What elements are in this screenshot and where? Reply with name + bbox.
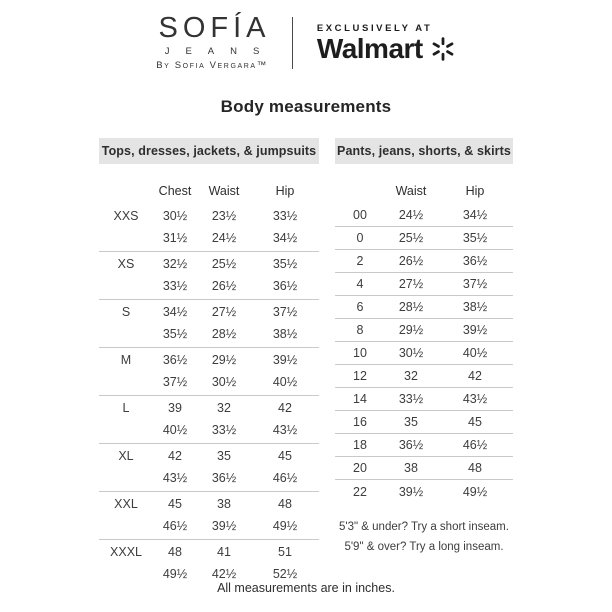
tops-rows (99, 204, 319, 587)
table-row (99, 493, 319, 515)
measurement-value: 33½ (162, 279, 188, 293)
measurement-value: 40½ (462, 346, 488, 360)
bottoms-column-headers (335, 180, 513, 204)
measurement-value: 29½ (211, 353, 237, 367)
bottoms-rows (335, 204, 513, 503)
brand-byline: By Sofia Vergara™ (156, 60, 268, 71)
measurement-value: 43½ (462, 392, 488, 406)
measurement-value: 34½ (462, 208, 488, 222)
column-header-spacer (335, 184, 385, 198)
table-row (335, 365, 513, 388)
measurement-value: 39½ (211, 519, 237, 533)
measurement-value: 37½ (272, 305, 298, 319)
measurement-value: 35½ (272, 257, 298, 271)
size-label: 12 (353, 369, 367, 383)
footer-note: All measurements are in inches. (217, 581, 395, 595)
walmart-tagline: EXCLUSIVELY AT (316, 22, 433, 34)
measurement-value: 39½ (398, 484, 424, 499)
measurement-value: 32 (404, 369, 418, 383)
brand-header (0, 0, 612, 71)
measurement-value: 49½ (462, 484, 488, 499)
table-row (335, 296, 513, 319)
column-header: Chest (158, 184, 192, 198)
table-row (335, 319, 513, 342)
measurement-value: 42 (468, 369, 482, 383)
size-group-xxl (99, 492, 319, 540)
measurement-value: 26½ (211, 279, 237, 293)
table-row (99, 467, 319, 489)
measurement-value: 38 (404, 461, 418, 475)
size-group-s (99, 300, 319, 348)
measurement-value: 27½ (211, 305, 237, 319)
table-row (335, 434, 513, 457)
table-row (99, 275, 319, 297)
inseam-note-short: 5'3" & under? Try a short inseam. (339, 521, 509, 533)
measurement-value: 36½ (462, 254, 488, 268)
measurement-value: 39½ (462, 323, 488, 337)
table-row (99, 515, 319, 537)
size-group-xxs (99, 204, 319, 252)
measurement-value: 41 (217, 545, 231, 559)
measurement-value: 39½ (272, 353, 298, 367)
measurement-value: 48 (468, 461, 482, 475)
measurement-value: 29½ (398, 323, 424, 337)
measurement-value: 45 (278, 449, 292, 463)
table-row (335, 250, 513, 273)
measurement-value: 24½ (211, 231, 237, 245)
tops-column-headers (99, 180, 319, 204)
size-label: 20 (353, 461, 367, 475)
sofia-jeans-logo (156, 12, 276, 71)
measurement-value: 46½ (462, 438, 488, 452)
table-row (99, 301, 319, 323)
measurement-value: 36½ (162, 353, 188, 367)
measurement-value: 36½ (272, 279, 298, 293)
measurement-value: 45 (168, 497, 182, 511)
measurement-value: 37½ (162, 375, 188, 389)
size-group-l (99, 396, 319, 444)
column-header: Hip (465, 184, 485, 198)
table-row (335, 342, 513, 365)
size-label: L (122, 401, 130, 415)
measurement-value: 33½ (398, 392, 424, 406)
table-row (335, 273, 513, 296)
tops-table-header: Tops, dresses, jackets, & jumpsuits (99, 138, 319, 164)
measurement-value: 35 (404, 415, 418, 429)
table-row (335, 204, 513, 227)
table-row (99, 323, 319, 345)
size-label: 16 (353, 415, 367, 429)
table-row (335, 457, 513, 480)
column-header: Waist (395, 184, 427, 198)
table-row (335, 411, 513, 434)
measurement-value: 43½ (272, 423, 298, 437)
measurement-value: 30½ (398, 346, 424, 360)
table-row (335, 388, 513, 411)
measurement-value: 38½ (462, 300, 488, 314)
measurement-value: 34½ (162, 305, 188, 319)
table-row (99, 227, 319, 249)
table-row (99, 541, 319, 563)
measurement-value: 49½ (272, 519, 298, 533)
measurement-value: 24½ (398, 208, 424, 222)
table-row (99, 397, 319, 419)
table-row (99, 349, 319, 371)
table-row (99, 371, 319, 393)
measurement-value: 36½ (211, 471, 237, 485)
measurement-value: 48 (278, 497, 292, 511)
size-label: 0 (356, 231, 364, 245)
size-label: M (120, 353, 132, 367)
measurement-value: 48 (168, 545, 182, 559)
measurement-value: 42 (168, 449, 182, 463)
size-label: S (121, 305, 131, 319)
measurement-value: 46½ (162, 519, 188, 533)
size-group-xs (99, 252, 319, 300)
size-label: XXS (113, 209, 139, 223)
measurement-value: 42 (278, 401, 292, 415)
measurement-value: 51 (278, 545, 292, 559)
size-label: XXXL (110, 545, 142, 559)
measurement-value: 28½ (211, 327, 237, 341)
size-group-m (99, 348, 319, 396)
table-row (99, 445, 319, 467)
measurement-value: 42½ (211, 567, 237, 581)
measurement-value: 43½ (162, 471, 188, 485)
measurement-value: 40½ (272, 375, 298, 389)
measurement-value: 33½ (211, 423, 237, 437)
measurement-value: 37½ (462, 277, 488, 291)
size-label: 6 (356, 300, 364, 314)
tops-table (99, 138, 319, 587)
size-label: 4 (356, 277, 364, 291)
size-group-xl (99, 444, 319, 492)
bottoms-table-header: Pants, jeans, shorts, & skirts (335, 138, 513, 164)
inseam-note-long: 5'9" & over? Try a long inseam. (344, 541, 504, 554)
column-header-spacer (99, 184, 153, 198)
measurement-value: 36½ (398, 438, 424, 452)
walmart-logo-block (317, 23, 456, 63)
measurement-value: 32 (217, 401, 231, 415)
inseam-notes (335, 517, 513, 557)
size-group-xxxl (99, 540, 319, 587)
brand-name: SOFÍA (158, 12, 271, 44)
measurement-value: 35½ (462, 231, 488, 245)
table-row (99, 419, 319, 441)
size-label: 8 (356, 323, 364, 337)
size-label: XXL (114, 497, 138, 511)
measurement-value: 28½ (398, 300, 424, 314)
measurement-value: 26½ (398, 254, 424, 268)
header-divider (292, 17, 293, 69)
measurement-value: 34½ (272, 231, 298, 245)
size-label: 14 (353, 392, 367, 406)
bottoms-table (335, 138, 513, 557)
size-label: 00 (353, 208, 367, 222)
measurement-value: 52½ (272, 567, 298, 581)
measurement-value: 25½ (211, 257, 237, 271)
measurement-value: 31½ (162, 231, 188, 245)
table-row (335, 227, 513, 250)
measurement-value: 32½ (162, 257, 188, 271)
measurement-value: 45 (468, 415, 482, 429)
measurement-value: 33½ (272, 209, 298, 223)
measurement-value: 38½ (272, 327, 298, 341)
measurement-value: 49½ (162, 567, 188, 581)
table-row (99, 253, 319, 275)
measurement-value: 46½ (272, 471, 298, 485)
walmart-spark-icon (430, 36, 456, 62)
size-label: XS (117, 257, 135, 271)
measurement-value: 27½ (398, 277, 424, 291)
measurement-value: 30½ (211, 375, 237, 389)
table-row (99, 205, 319, 227)
brand-line: JEANS (164, 46, 276, 57)
page-title: Body measurements (220, 97, 392, 116)
measurement-value: 35 (217, 449, 231, 463)
measurement-value: 30½ (162, 209, 188, 223)
measurement-value: 23½ (211, 209, 237, 223)
size-label: 10 (353, 346, 367, 360)
size-label: 22 (353, 484, 367, 499)
size-label: 2 (356, 254, 364, 268)
measurement-value: 35½ (162, 327, 188, 341)
measurement-value: 40½ (162, 423, 188, 437)
table-row (335, 480, 513, 503)
measurement-value: 39 (168, 401, 182, 415)
measurement-tables (0, 138, 612, 587)
size-label: 18 (353, 438, 367, 452)
measurement-value: 38 (217, 497, 231, 511)
column-header: Waist (208, 184, 240, 198)
walmart-logo (316, 32, 456, 64)
column-header: Hip (275, 184, 295, 198)
walmart-wordmark: Walmart (316, 32, 423, 64)
size-label: XL (118, 449, 134, 463)
measurement-value: 25½ (398, 231, 424, 245)
